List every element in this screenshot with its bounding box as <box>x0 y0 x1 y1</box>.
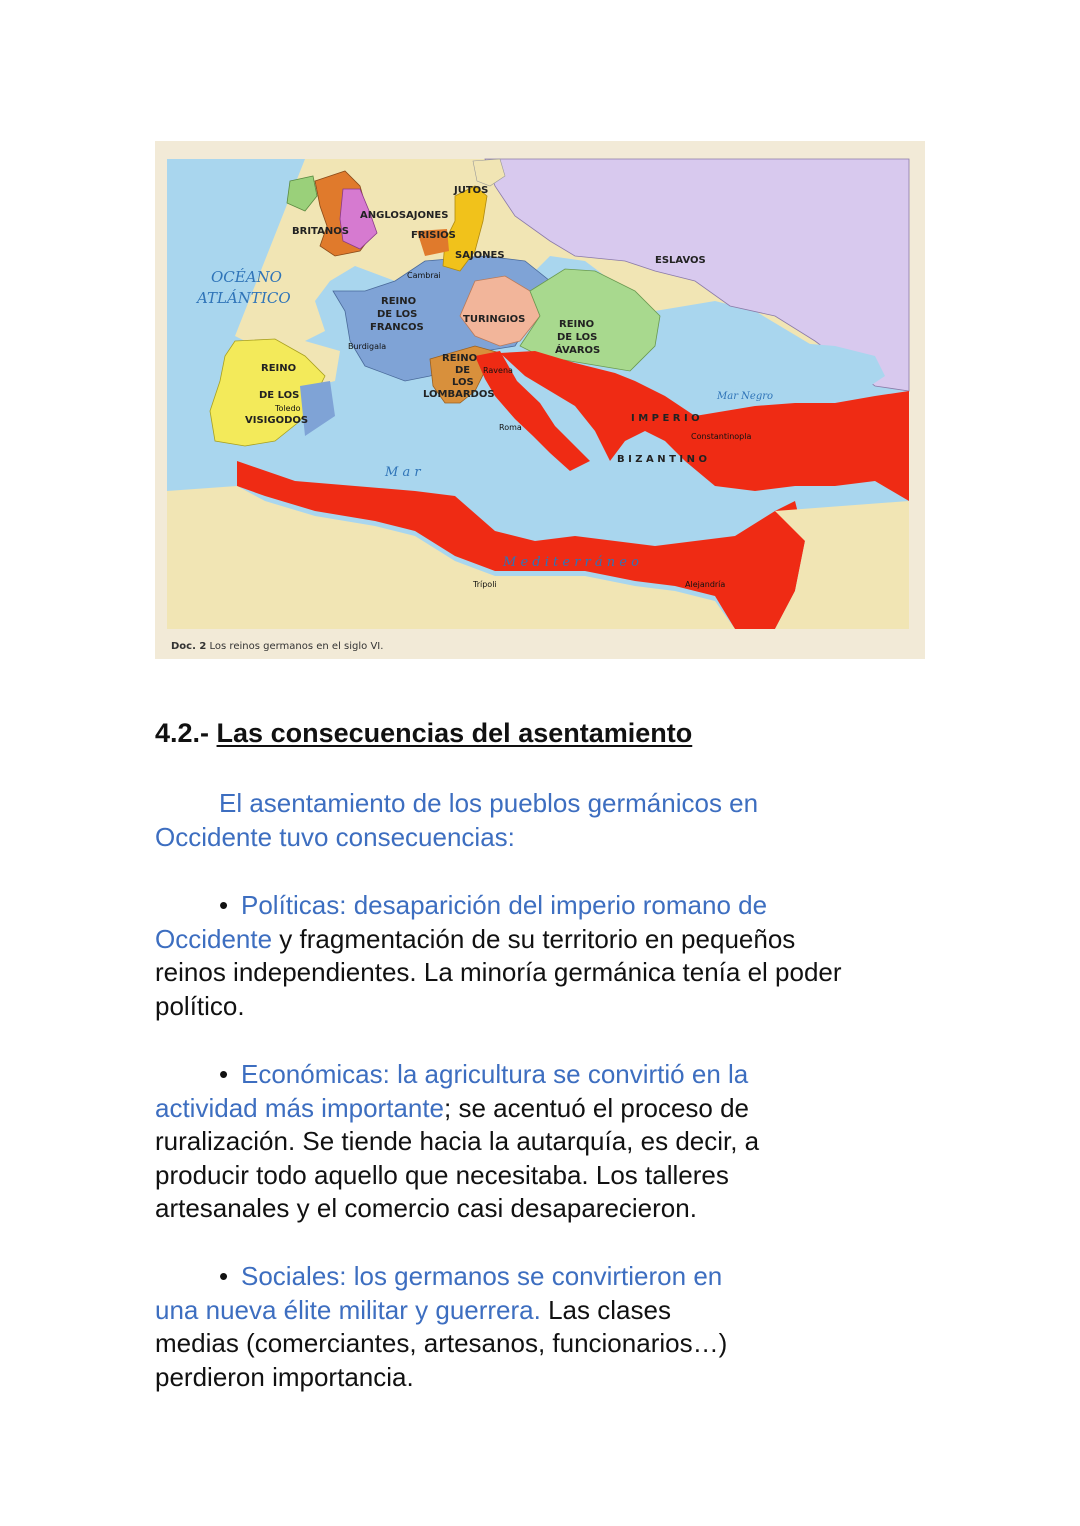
label-ravena: Ravena <box>483 366 513 375</box>
intro-line-1: El asentamiento de los pueblos germánicos en <box>219 788 759 818</box>
bullet-politicas <box>155 889 935 1023</box>
label-reino-lombardos-3: LOS <box>452 377 474 388</box>
label-mar-negro: Mar Negro <box>717 391 774 402</box>
label-imperio: I M P E R I O <box>631 413 700 424</box>
label-anglosajones: ANGLOSAJONES <box>360 210 449 221</box>
label-mediterraneo: M e d i t e r r á n e o <box>503 555 639 570</box>
label-oceano: OCÉANO <box>211 268 282 286</box>
b1-line-2-black: y fragmentación de su territorio en pequeños <box>272 923 796 954</box>
bullet-sociales <box>155 1260 935 1394</box>
label-sajones: SAJONES <box>455 250 505 261</box>
label-eslavos: ESLAVOS <box>655 255 706 266</box>
label-reino-francos-1: REINO <box>381 296 417 307</box>
bullet-dot: • <box>219 890 229 920</box>
label-cambrai: Cambrai <box>407 271 441 280</box>
label-frisios: FRISIOS <box>411 230 456 241</box>
map-caption <box>171 641 383 652</box>
label-britanos: BRITANOS <box>292 226 349 237</box>
section-heading <box>155 717 935 751</box>
b1-line-3: reinos independientes. La minoría germánica tenía el poder <box>155 957 842 987</box>
label-alejandria: Alejandría <box>685 580 726 589</box>
label-constantinopla: Constantinopla <box>691 432 752 441</box>
label-reino-visigodos-2: DE LOS <box>259 390 300 401</box>
label-reino-avaros-2: DE LOS <box>557 332 598 343</box>
label-tripoli: Trípoli <box>473 580 497 589</box>
b2-line-2-black: ; se acentuó el proceso de <box>444 1092 750 1123</box>
label-reino-visigodos-3: VISIGODOS <box>245 415 309 426</box>
b2-line-5: artesanales y el comercio casi desaparecieron. <box>155 1193 697 1223</box>
label-reino-lombardos-2: DE <box>455 365 471 376</box>
caption-text: Los reinos germanos en el siglo VI. <box>209 641 384 652</box>
b3-line-4: perdieron importancia. <box>155 1361 414 1392</box>
map-of-germanic-kingdoms <box>155 141 925 659</box>
section-number: 4.2.- <box>155 718 210 748</box>
label-atlantico: ATLÁNTICO <box>197 289 291 307</box>
label-bizantino: B I Z A N T I N O <box>617 454 707 465</box>
b2-line-4: producir todo aquello que necesitaba. Los talleres <box>155 1159 729 1190</box>
b1-line-1: Políticas: desaparición del imperio romano de <box>241 890 768 920</box>
intro-paragraph <box>155 787 935 854</box>
b3-line-1: Sociales: los germanos se convirtieron en <box>241 1261 723 1291</box>
bullet-dot: • <box>219 1059 229 1089</box>
label-jutos: JUTOS <box>454 185 489 196</box>
caption-doc: Doc. 2 <box>171 641 207 652</box>
b1-line-4: político. <box>155 990 245 1021</box>
b3-line-2-black: Las clases <box>540 1294 671 1325</box>
b2-line-1: Económicas: la agricultura se convirtió en la <box>241 1059 749 1089</box>
label-roma: Roma <box>499 423 522 432</box>
intro-line-2: Occidente tuvo consecuencias: <box>155 821 515 852</box>
label-reino-visigodos-1: REINO <box>261 363 297 374</box>
bullet-dot: • <box>219 1261 229 1291</box>
label-reino-francos-3: FRANCOS <box>370 322 424 333</box>
label-reino-lombardos-1: REINO <box>442 353 478 364</box>
label-reino-avaros-3: ÁVAROS <box>555 345 601 356</box>
b1-line-2-blue: Occidente <box>155 923 273 954</box>
b3-line-3: medias (comerciantes, artesanos, funcionarios…) <box>155 1328 728 1358</box>
map-figure <box>155 141 925 659</box>
label-burdigala: Burdigala <box>348 342 387 351</box>
label-toledo: Toledo <box>275 404 301 413</box>
b2-line-2-blue: actividad más importante <box>155 1092 445 1123</box>
label-reino-francos-2: DE LOS <box>377 309 418 320</box>
bullet-economicas <box>155 1058 935 1226</box>
label-mar: M a r <box>385 465 421 480</box>
b2-line-3: ruralización. Se tiende hacia la autarquía, es decir, a <box>155 1126 760 1156</box>
section-title: Las consecuencias del asentamiento <box>216 718 693 748</box>
label-reino-avaros-1: REINO <box>559 319 595 330</box>
label-reino-lombardos-4: LOMBARDOS <box>423 389 495 400</box>
b3-line-2-blue: una nueva élite militar y guerrera. <box>155 1294 541 1325</box>
label-turingios: TURINGIOS <box>463 314 526 325</box>
